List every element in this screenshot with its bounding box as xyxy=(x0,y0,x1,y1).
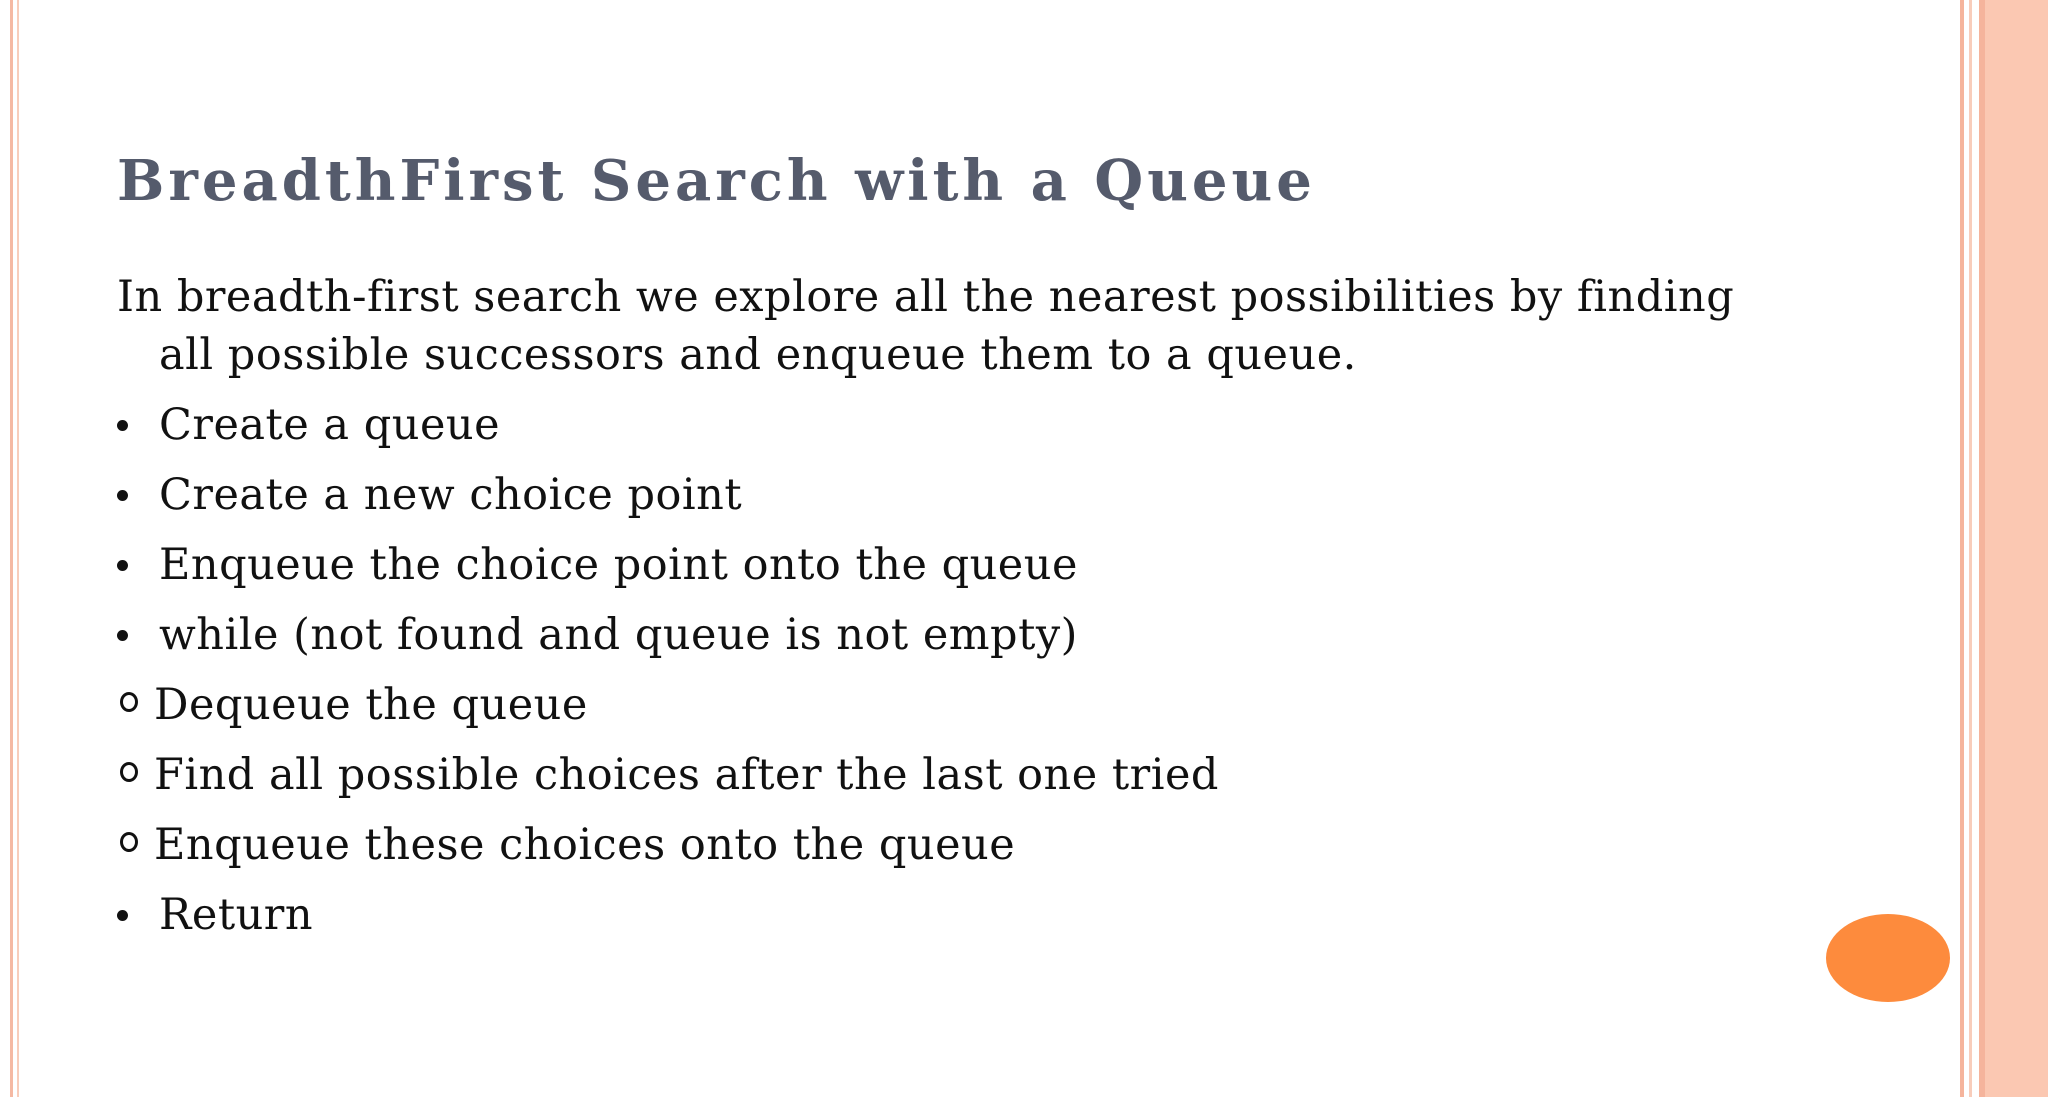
list-item xyxy=(117,600,1797,670)
list-item xyxy=(117,880,1797,950)
right-border-line-inner xyxy=(1969,0,1972,1097)
sub-list-item xyxy=(117,810,1797,880)
list-item-text: Dequeue the queue xyxy=(154,680,588,730)
list-item-text: Create a new choice point xyxy=(159,470,743,520)
list-item xyxy=(117,460,1797,530)
bullet-ring-icon xyxy=(120,832,138,852)
accent-circle xyxy=(1826,914,1950,1002)
right-border-line xyxy=(1960,0,1964,1097)
list-item xyxy=(117,530,1797,600)
intro-paragraph: In breadth-first search we explore all the nearest possibilities by finding all possible successors and enqueue them to a queue. xyxy=(117,272,1735,380)
list-item-text: Enqueue these choices onto the queue xyxy=(154,820,1016,870)
bullet-dot-icon xyxy=(117,610,147,650)
list-item-text: Create a queue xyxy=(159,400,501,450)
left-border-line-inner xyxy=(17,0,19,1097)
bullet-ring-icon xyxy=(120,762,138,782)
bullet-ring-icon xyxy=(120,692,138,712)
list-item-text: Return xyxy=(159,890,314,940)
list-item-text: while (not found and queue is not empty) xyxy=(159,610,1078,660)
right-border-band-edge xyxy=(1979,0,1985,1097)
slide-body xyxy=(117,268,1797,950)
sub-list-item xyxy=(117,740,1797,810)
left-border-line xyxy=(10,0,13,1097)
slide-title: BreadthFirst Search with a Queue xyxy=(117,148,1316,214)
list-item-text: Find all possible choices after the last one tried xyxy=(154,750,1219,800)
right-border-band xyxy=(1979,0,2048,1097)
bullet-dot-icon xyxy=(117,400,147,440)
list-item xyxy=(117,390,1797,460)
list-item-text: Enqueue the choice point onto the queue xyxy=(159,540,1078,590)
bullet-dot-icon xyxy=(117,470,147,510)
bullet-dot-icon xyxy=(117,540,147,580)
sub-list-item xyxy=(117,670,1797,740)
bullet-dot-icon xyxy=(117,890,147,930)
